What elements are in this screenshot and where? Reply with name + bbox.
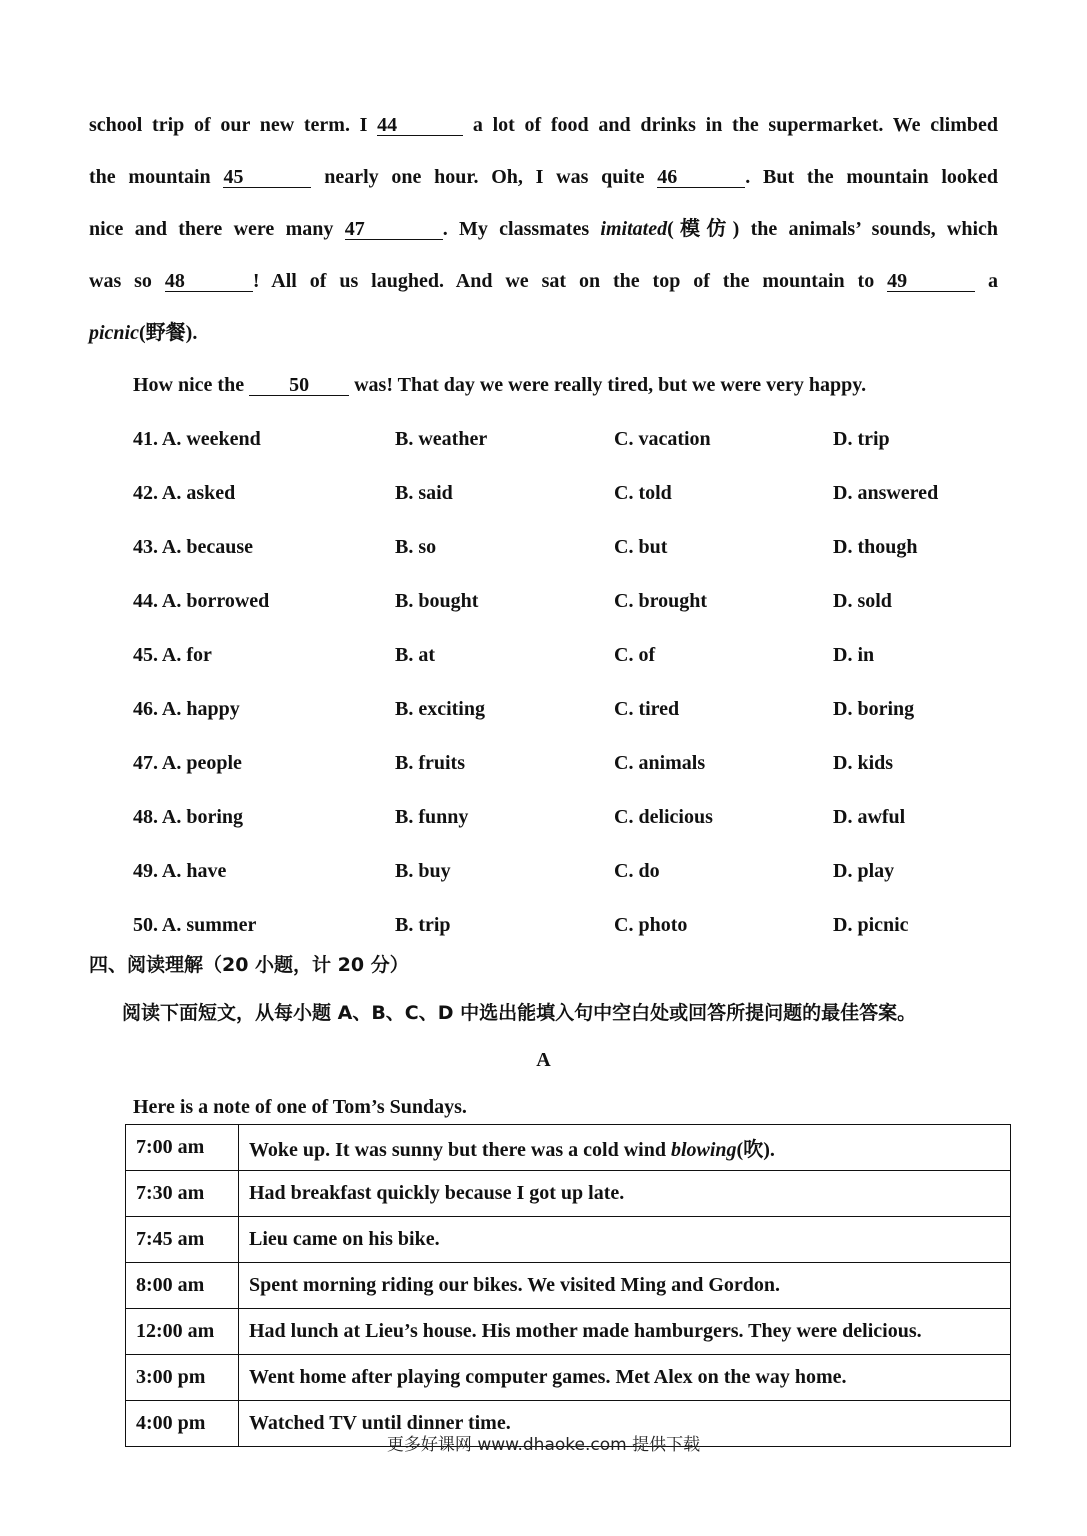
option-d[interactable]: D. picnic [833, 914, 909, 936]
time-cell: 8:00 am [126, 1263, 239, 1309]
option-a[interactable]: 43. A. because [133, 536, 253, 558]
option-b[interactable]: B. trip [395, 914, 451, 936]
option-d[interactable]: D. sold [833, 590, 892, 612]
option-d[interactable]: D. trip [833, 428, 890, 450]
passage-label: A [536, 1049, 551, 1071]
option-a[interactable]: 48. A. boring [133, 806, 244, 828]
passage-line-3: nice and there were many 47 . My classmates imitated(模仿) the animals’ sounds, which [89, 218, 998, 240]
table-row [126, 1125, 1011, 1171]
option-b[interactable]: B. bought [395, 590, 479, 612]
time-cell: 12:00 am [126, 1309, 239, 1355]
option-c[interactable]: C. animals [614, 752, 706, 774]
option-c[interactable]: C. brought [614, 590, 707, 612]
option-b[interactable]: B. buy [395, 860, 451, 882]
passage-line-6: How nice the 50 was! That day we were really tired, but we were very happy. [133, 374, 867, 396]
option-d[interactable]: D. in [833, 644, 875, 666]
option-a[interactable]: 46. A. happy [133, 698, 240, 720]
option-d[interactable]: D. answered [833, 482, 939, 504]
option-c[interactable]: C. tired [614, 698, 680, 720]
time-cell: 4:00 pm [126, 1401, 239, 1447]
passage-line-1: school trip of our new term. I 44 a lot of food and drinks in the supermarket. We climbed [89, 114, 998, 136]
option-c[interactable]: C. of [614, 644, 656, 666]
option-d[interactable]: D. awful [833, 806, 906, 828]
option-a[interactable]: 50. A. summer [133, 914, 257, 936]
activity-cell: Spent morning riding our bikes. We visited Ming and Gordon. [239, 1263, 1011, 1309]
option-b[interactable]: B. weather [395, 428, 488, 450]
option-b[interactable]: B. so [395, 536, 437, 558]
option-d[interactable]: D. though [833, 536, 918, 558]
option-b[interactable]: B. at [395, 644, 435, 666]
passage-line-2: the mountain 45 nearly one hour. Oh, I was quite 46 . But the mountain looked [89, 166, 998, 188]
time-cell: 7:30 am [126, 1171, 239, 1217]
option-a[interactable]: 41. A. weekend [133, 428, 261, 450]
blank-45[interactable]: 45 [223, 167, 311, 188]
option-d[interactable]: D. kids [833, 752, 894, 774]
table-row [126, 1309, 1011, 1355]
option-c[interactable]: C. told [614, 482, 672, 504]
option-c[interactable]: C. do [614, 860, 660, 882]
option-b[interactable]: B. fruits [395, 752, 465, 774]
table-row [126, 1355, 1011, 1401]
passage-line-5: picnic(野餐). [89, 322, 198, 344]
time-cell: 3:00 pm [126, 1355, 239, 1401]
blank-44[interactable]: 44 [377, 115, 463, 136]
section-heading: 四、阅读理解（20 小题，计 20 分） [89, 954, 409, 976]
activity-cell: Woke up. It was sunny but there was a cold wind blowing(吹). [239, 1125, 1011, 1171]
blank-46[interactable]: 46 [657, 167, 745, 188]
time-cell: 7:00 am [126, 1125, 239, 1171]
activity-cell: Went home after playing computer games. Met Alex on the way home. [239, 1355, 1011, 1401]
option-c[interactable]: C. but [614, 536, 668, 558]
section-instruction: 阅读下面短文，从每小题 A、B、C、D 中选出能填入句中空白处或回答所提问题的最佳答案。 [122, 1002, 917, 1024]
option-c[interactable]: C. photo [614, 914, 688, 936]
blank-49[interactable]: 49 [887, 271, 975, 292]
blank-48[interactable]: 48 [165, 271, 253, 292]
activity-cell: Watched TV until dinner time. [239, 1401, 1011, 1447]
activity-cell: Lieu came on his bike. [239, 1217, 1011, 1263]
option-b[interactable]: B. exciting [395, 698, 485, 720]
option-a[interactable]: 47. A. people [133, 752, 242, 774]
time-cell: 7:45 am [126, 1217, 239, 1263]
blank-50[interactable]: 50 [249, 375, 349, 396]
table-row [126, 1217, 1011, 1263]
option-c[interactable]: C. delicious [614, 806, 713, 828]
page-footer-watermark: 更多好课网 www.dhaoke.com 提供下载 [386, 1435, 701, 1455]
option-b[interactable]: B. said [395, 482, 453, 504]
option-a[interactable]: 45. A. for [133, 644, 212, 666]
option-a[interactable]: 44. A. borrowed [133, 590, 270, 612]
activity-cell: Had lunch at Lieu’s house. His mother made hamburgers. They were delicious. [239, 1309, 1011, 1355]
option-c[interactable]: C. vacation [614, 428, 711, 450]
note-intro: Here is a note of one of Tom’s Sundays. [133, 1096, 467, 1118]
table-row [126, 1263, 1011, 1309]
option-d[interactable]: D. boring [833, 698, 915, 720]
option-a[interactable]: 42. A. asked [133, 482, 236, 504]
sunday-note-table [125, 1124, 1011, 1447]
blank-47[interactable]: 47 [345, 219, 443, 240]
option-b[interactable]: B. funny [395, 806, 469, 828]
activity-cell: Had breakfast quickly because I got up late. [239, 1171, 1011, 1217]
table-row [126, 1171, 1011, 1217]
option-d[interactable]: D. play [833, 860, 895, 882]
passage-line-4: was so 48 ! All of us laughed. And we sat on the top of the mountain to 49 a [89, 270, 998, 292]
option-a[interactable]: 49. A. have [133, 860, 227, 882]
